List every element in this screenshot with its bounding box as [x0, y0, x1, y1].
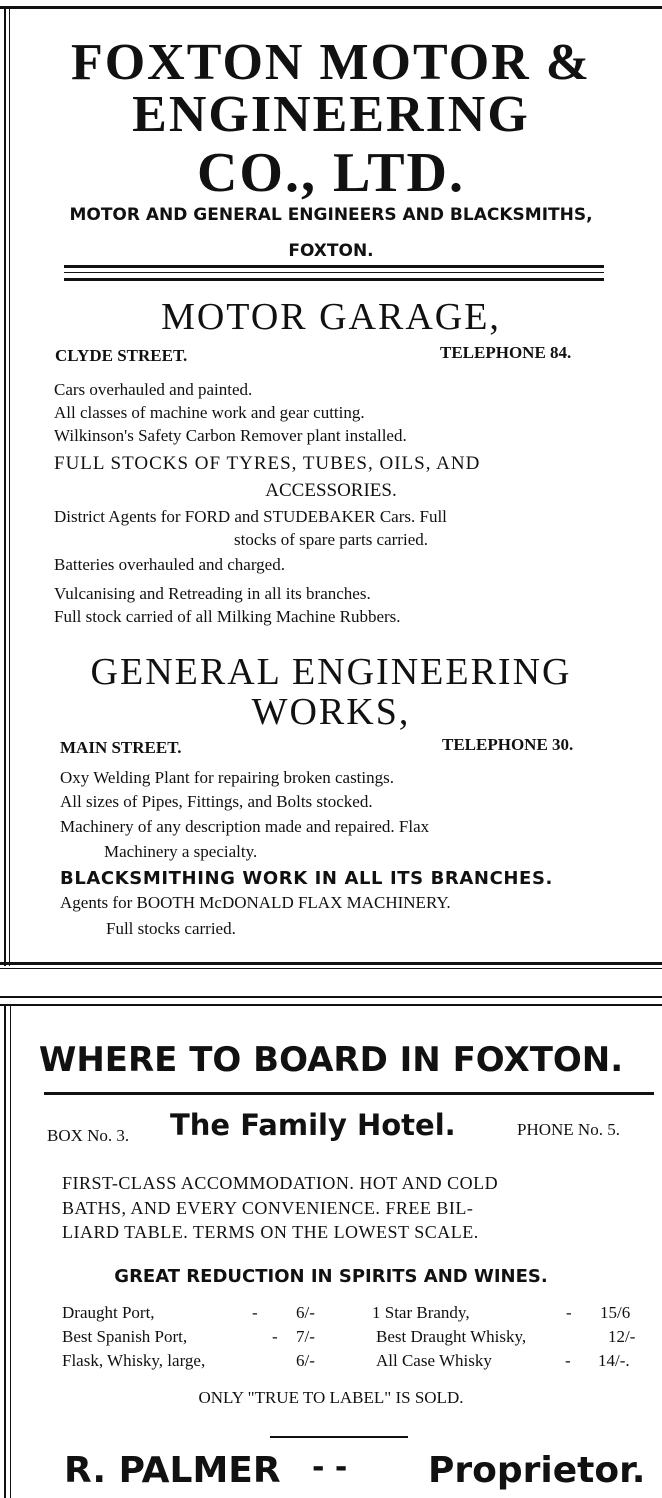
works-line: Oxy Welding Plant for repairing broken castings. [60, 768, 394, 787]
price-item: Draught Port, [62, 1303, 155, 1322]
price-value: 15/6 [600, 1303, 631, 1322]
price-dash: - [272, 1327, 278, 1346]
proprietor-title: Proprietor. [428, 1450, 646, 1491]
garage-line: Vulcanising and Retreading in all its branches. [54, 584, 371, 603]
blacksmithing-line: BLACKSMITHING WORK IN ALL ITS BRANCHES. [60, 868, 553, 889]
works-heading-line-2: WORKS, [251, 691, 411, 733]
price-item: Best Draught Whisky, [376, 1327, 527, 1346]
hotel-box: BOX No. 3. [47, 1126, 130, 1145]
price-value: 6/- [296, 1303, 315, 1322]
works-heading-line-1: GENERAL ENGINEERING [90, 651, 572, 693]
works-line: Machinery a specialty. [104, 842, 258, 861]
price-value: 14/-. [598, 1351, 630, 1370]
hotel-top-border [0, 996, 662, 998]
works-line: Machinery of any description made and repaired. Flax [60, 817, 430, 836]
ad-subtitle-line-2: FOXTON. [288, 241, 374, 261]
great-reduction-line: GREAT REDUCTION IN SPIRITS AND WINES. [114, 1266, 548, 1287]
price-item: Flask, Whisky, large, [62, 1351, 206, 1370]
hotel-description: BATHS, AND EVERY CONVENIENCE. FREE BIL- [62, 1198, 474, 1218]
true-to-label-line: ONLY "TRUE TO LABEL" IS SOLD. [198, 1388, 464, 1407]
proprietor-name: R. PALMER [64, 1450, 281, 1491]
hotel-top-border-2 [0, 1004, 662, 1006]
garage-line: Cars overhauled and painted. [54, 380, 253, 399]
garage-line: ACCESSORIES. [265, 480, 397, 501]
garage-line: Wilkinson's Safety Carbon Remover plant installed. [54, 426, 407, 445]
price-value: 6/- [296, 1351, 315, 1370]
garage-street: CLYDE STREET. [55, 346, 188, 365]
garage-line: Full stock carried of all Milking Machine Rubbers. [54, 607, 401, 626]
where-to-board-heading: WHERE TO BOARD IN FOXTON. [38, 1040, 624, 1080]
divider-thin [64, 272, 604, 273]
works-line: All sizes of Pipes, Fittings, and Bolts stocked. [60, 792, 373, 811]
garage-line: District Agents for FORD and STUDEBAKER Cars. Full [54, 507, 447, 526]
agents-line-2: Full stocks carried. [106, 919, 236, 938]
short-divider [270, 1436, 408, 1438]
hotel-description: LIARD TABLE. TERMS ON THE LOWEST SCALE. [62, 1222, 479, 1242]
ad-title-line-3: CO., LTD. [196, 142, 465, 204]
garage-line: All classes of machine work and gear cutting. [54, 403, 365, 422]
ad-title-line-2: ENGINEERING [132, 86, 530, 143]
top-border [0, 6, 662, 9]
price-dash: - [566, 1303, 572, 1322]
bottom-border-thin [0, 968, 662, 969]
agents-line-1: Agents for BOOTH McDONALD FLAX MACHINERY. [60, 893, 451, 912]
proprietor-separator: - - [312, 1450, 348, 1485]
hotel-divider [44, 1092, 654, 1095]
price-dash: - [252, 1303, 258, 1322]
garage-telephone: TELEPHONE 84. [440, 343, 572, 362]
ad-subtitle-line-1: MOTOR AND GENERAL ENGINEERS AND BLACKSMITHS, [69, 205, 593, 225]
divider-thick [64, 265, 604, 268]
garage-line: FULL STOCKS OF TYRES, TUBES, OILS, AND [54, 453, 481, 474]
works-telephone: TELEPHONE 30. [442, 735, 574, 754]
hotel-phone: PHONE No. 5. [517, 1120, 620, 1139]
price-item: 1 Star Brandy, [372, 1303, 470, 1322]
bottom-border [0, 962, 662, 965]
price-value: 7/- [296, 1327, 315, 1346]
hotel-description: FIRST-CLASS ACCOMMODATION. HOT AND COLD [62, 1173, 499, 1193]
ad-title-line-1: FOXTON MOTOR & [70, 34, 592, 91]
price-item: All Case Whisky [376, 1351, 492, 1370]
price-value: 12/- [608, 1327, 636, 1346]
price-dash: - [565, 1351, 571, 1370]
garage-heading: MOTOR GARAGE, [161, 296, 501, 338]
divider-thick-2 [64, 278, 604, 281]
works-street: MAIN STREET. [60, 738, 182, 757]
hotel-name: The Family Hotel. [170, 1108, 456, 1142]
garage-line: Batteries overhauled and charged. [54, 555, 285, 574]
price-item: Best Spanish Port, [62, 1327, 188, 1346]
garage-line: stocks of spare parts carried. [233, 530, 428, 549]
